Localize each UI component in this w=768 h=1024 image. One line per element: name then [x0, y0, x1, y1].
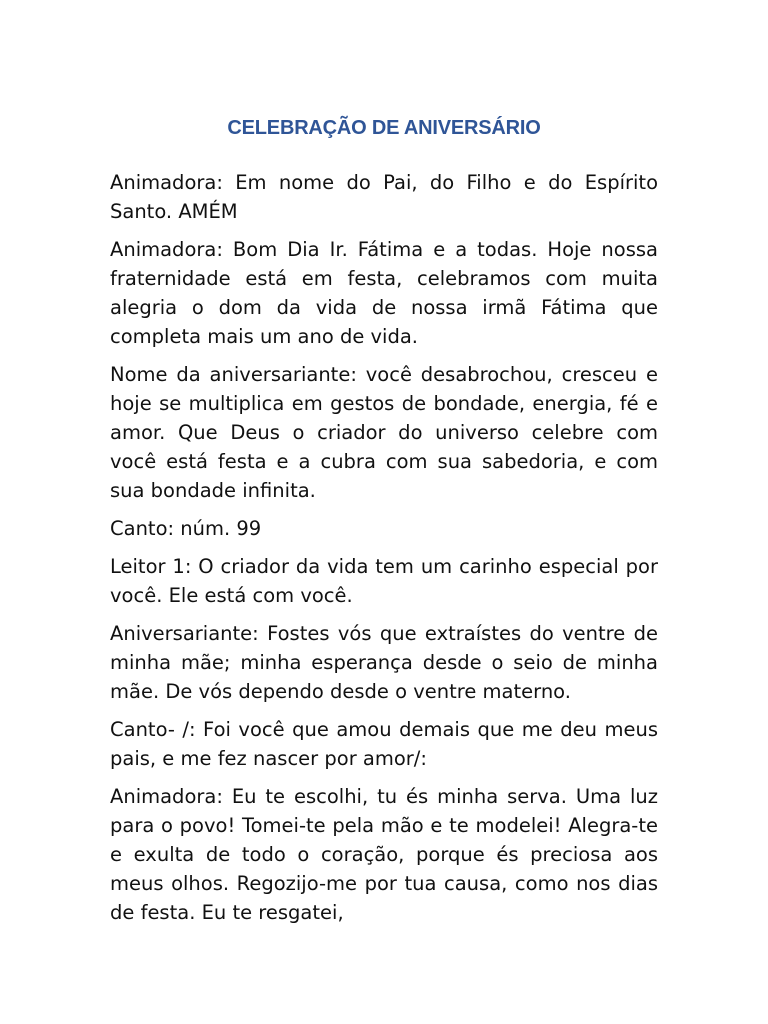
- paragraph-birthday-name: Nome da aniversariante: você desabrochou, cresceu e hoje se multiplica em gestos de bondade, energia, fé e amor. Que Deus o criador do universo celebre com você está festa e a cubra com sua sabedoria, e com sua bondade infinita.: [110, 363, 658, 502]
- paragraph-animator-blessing: Animadora: Eu te escolhi, tu és minha serva. Uma luz para o povo! Tomei-te pela mão e te modelei! Alegra-te e exulta de todo o coração, porque és preciosa aos meus olhos. Regozijo-me por tua causa, como nos dias de festa. Eu te resgatei,: [110, 785, 658, 924]
- paragraph-reader-1: Leitor 1: O criador da vida tem um carinho especial por você. Ele está com você.: [110, 555, 658, 607]
- paragraph-greeting: Animadora: Bom Dia Ir. Fátima e a todas. Hoje nossa fraternidade está em festa, celebramos com muita alegria o dom da vida de nossa irmã Fátima que completa mais um ano de vida.: [110, 238, 658, 348]
- paragraph-opening: Animadora: Em nome do Pai, do Filho e do Espírito Santo. AMÉM: [110, 171, 658, 223]
- document-title: CELEBRAÇÃO DE ANIVERSÁRIO: [227, 117, 541, 139]
- paragraph-song-refrain: Canto- /: Foi você que amou demais que me deu meus pais, e me fez nascer por amor/:: [110, 718, 658, 770]
- paragraph-song-99: Canto: núm. 99: [110, 517, 262, 540]
- document-page: [110, 112, 658, 936]
- paragraph-birthday-response: Aniversariante: Fostes vós que extraístes do ventre de minha mãe; minha esperança desde o seio de minha mãe. De vós dependo desde o ventre materno.: [110, 622, 658, 703]
